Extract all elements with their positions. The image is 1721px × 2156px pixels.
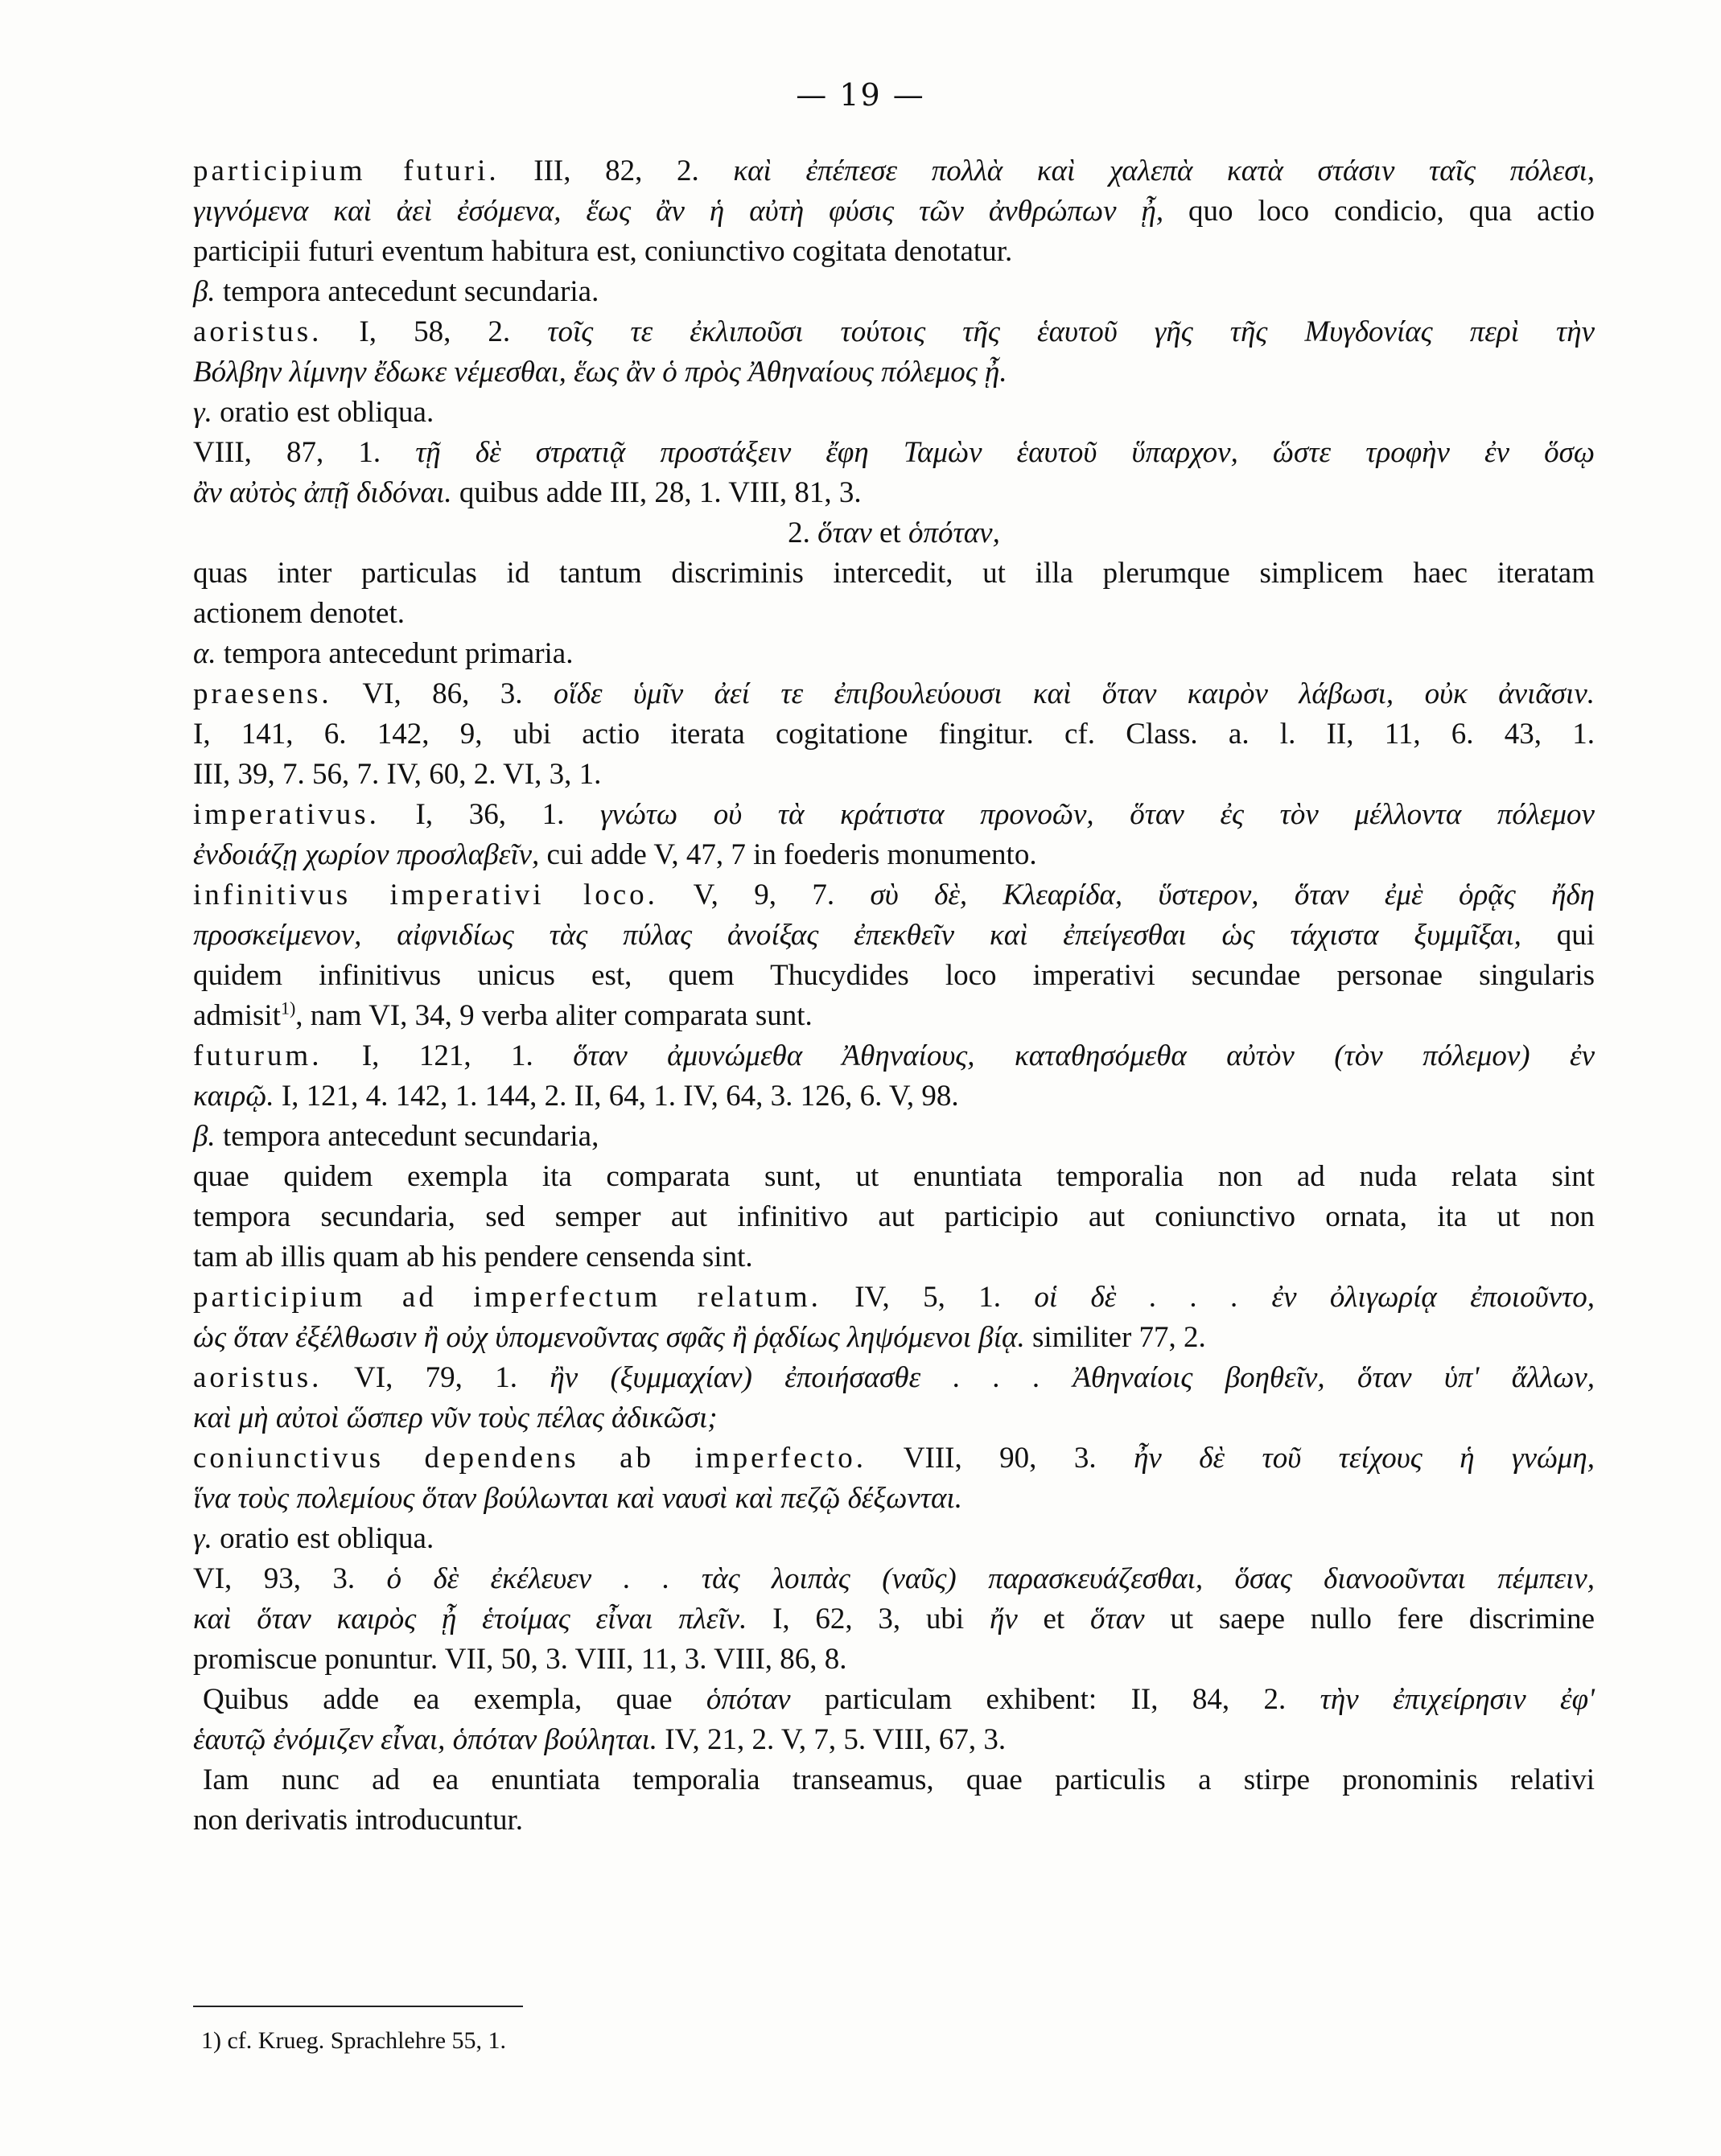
greek-quote: ἐνδοιάζῃ χωρίον προσλαβεῖν,	[193, 838, 540, 871]
text-run: admisit	[193, 999, 281, 1032]
text-line	[193, 674, 1595, 714]
text-line	[193, 915, 1595, 956]
greek-quote: σὺ δὲ, Κλεαρίδα, ὕστερον, ὅταν ἐμὲ ὁρᾷς ἤδη	[870, 878, 1595, 911]
text-line	[193, 1519, 1595, 1559]
text-line	[193, 433, 1595, 473]
greek-quote: καὶ ὅταν καιρὸς ᾖ ἑτοίμας εἶναι πλεῖν.	[193, 1603, 747, 1636]
greek-quote: ὡς ὅταν ἐξέλθωσιν ἢ οὐχ ὑπομενοῦντας σφᾶς ἢ ῥᾳδίως ληψόμενοι βίᾳ.	[193, 1321, 1025, 1354]
text-run: VIII, 90, 3.	[867, 1442, 1134, 1475]
text-line	[193, 1680, 1595, 1720]
greek-quote: ὁπόταν	[706, 1683, 791, 1716]
greek-quote: τὴν ἐπιχείρησιν ἐφ'	[1320, 1683, 1595, 1716]
text-line	[193, 1197, 1595, 1237]
text-run: Iam nunc ad ea enuntiata temporalia transeamus, quae particulis a stirpe pronominis relativi	[203, 1763, 1595, 1796]
text-line	[193, 1157, 1595, 1197]
greek-quote: τοῖς τε ἐκλιποῦσι τούτοις τῆς ἑαυτοῦ γῆς τῆς Μυγδονίας περὶ τὴν	[547, 315, 1595, 348]
text-run: , nam VI, 34, 9 verba aliter comparata sunt.	[295, 999, 813, 1032]
text-run: VIII, 87, 1.	[193, 436, 416, 469]
greek-quote: τῇ δὲ στρατιᾷ προστάξειν ἔφη Ταμὼν ἑαυτοῦ ὕπαρχον, ὥστε τροφὴν ἐν ὅσῳ	[415, 436, 1595, 469]
text-run: tempora antecedunt primaria.	[216, 637, 574, 670]
text-run: VI, 93, 3.	[193, 1562, 387, 1595]
text-line	[193, 473, 1595, 513]
text-line	[193, 1479, 1595, 1519]
greek-quote: ἂν αὐτὸς ἀπῇ διδόναι.	[193, 476, 452, 509]
text-run: I, 141, 6. 142, 9, ubi actio iterata cogitatione fingitur. cf. Class. a. l. II, 11, 6. 43, 1.	[193, 718, 1595, 751]
text-run: quibus adde III, 28, 1. VIII, 81, 3.	[451, 476, 862, 509]
text-run: IV, 21, 2. V, 7, 5. VIII, 67, 3.	[657, 1723, 1007, 1756]
text-line	[193, 875, 1595, 915]
text-line	[193, 1036, 1595, 1076]
greek-quote: α.	[193, 637, 216, 670]
text-line	[193, 352, 1595, 393]
text-run: oratio est obliqua.	[212, 396, 434, 429]
text-run: cui adde V, 47, 7 in foederis monumento.	[539, 838, 1037, 871]
greek-quote: ἢν (ξυμμαχίαν) ἐποιήσασθε . . . Ἀθηναίοις βοηθεῖν, ὅταν ὑπ' ἄλλων,	[550, 1361, 1595, 1394]
text-run: III, 82, 2.	[499, 154, 734, 187]
greek-quote: καὶ ἐπέπεσε πολλὰ καὶ χαλεπὰ κατὰ στάσιν ταῖς πόλεσι,	[733, 154, 1595, 187]
text-line	[193, 1599, 1595, 1640]
greek-quote: οἱ δὲ . . . ἐν ὀλιγωρίᾳ ἐποιοῦντο,	[1034, 1281, 1595, 1314]
text-run: VI, 86, 3.	[331, 677, 554, 710]
greek-quote: προσκείμενον, αἰφνιδίως τὰς πύλας ἀνοίξας ἐπεκθεῖν καὶ ἐπείγεσθαι ὡς τάχιστα ξυμμῖξαι,	[193, 919, 1521, 952]
text-run: I, 121, 1.	[322, 1039, 574, 1072]
text-run: ut saepe nullo fere discrimine	[1144, 1603, 1595, 1636]
footnote: 1) cf. Krueg. Sprachlehre 55, 1.	[201, 2027, 507, 2054]
text-run: I, 58, 2.	[322, 315, 548, 348]
greek-quote: ἦν δὲ τοῦ τείχους ἡ γνώμη,	[1134, 1442, 1595, 1475]
text-line	[193, 1720, 1595, 1760]
text-run: quae quidem exempla ita comparata sunt, ut enuntiata temporalia non ad nuda relata sint	[193, 1160, 1595, 1193]
greek-quote: καιρῷ.	[193, 1080, 274, 1113]
text-run: III, 39, 7. 56, 7. IV, 60, 2. VI, 3, 1.	[193, 758, 602, 791]
text-line	[193, 1278, 1595, 1318]
text-run: Quibus adde ea exempla, quae	[203, 1683, 706, 1716]
text-line	[193, 232, 1595, 272]
text-run: similiter 77, 2.	[1024, 1321, 1206, 1354]
greek-quote: β.	[193, 1120, 216, 1153]
text-run: I, 36, 1.	[379, 798, 600, 831]
text-line	[193, 1559, 1595, 1599]
body-text	[193, 151, 1595, 1841]
text-run: tempora secundaria, sed semper aut infinitivo aut participio aut coniunctivo ornata, ita ut non	[193, 1200, 1595, 1233]
text-line	[193, 996, 1595, 1036]
footnote-ref: 1)	[280, 998, 296, 1018]
text-run: oratio est obliqua.	[212, 1522, 434, 1555]
spaced-heading: praesens.	[193, 677, 332, 710]
text-line	[193, 1076, 1595, 1117]
text-line	[193, 634, 1595, 674]
text-run: particulam exhibent: II, 84, 2.	[790, 1683, 1320, 1716]
greek-quote: Βόλβην λίμνην ἔδωκε νέμεσθαι, ἕως ἂν ὁ πρὸς Ἀθηναίους πόλεμος ᾖ.	[193, 356, 1007, 389]
greek-quote: γ.	[193, 396, 212, 429]
greek-quote: γ.	[193, 1522, 212, 1555]
text-run: I, 62, 3, ubi	[747, 1603, 990, 1636]
text-line	[193, 594, 1595, 634]
text-run: V, 9, 7.	[657, 878, 871, 911]
text-line	[193, 795, 1595, 835]
text-run: promiscue ponuntur. VII, 50, 3. VIII, 11, 3. VIII, 86, 8.	[193, 1643, 847, 1676]
footnote-rule	[193, 2006, 523, 2007]
text-line	[193, 1438, 1595, 1479]
text-line	[193, 1640, 1595, 1680]
text-line	[193, 1760, 1595, 1800]
text-run: non derivatis introducuntur.	[193, 1804, 524, 1837]
text-line	[193, 312, 1595, 352]
greek-quote: οἵδε ὑμῖν ἀεί τε ἐπιβουλεύουσι καὶ ὅταν καιρὸν λάβωσι, οὐκ ἀνιᾶσιν.	[553, 677, 1595, 710]
text-run: qui	[1521, 919, 1595, 952]
text-run: et	[871, 516, 908, 549]
text-line	[193, 1358, 1595, 1398]
text-line	[193, 835, 1595, 875]
greek-quote: γνώτω οὐ τὰ κράτιστα προνοῶν, ὅταν ἐς τὸν μέλλοντα πόλεμον	[599, 798, 1595, 831]
greek-quote: γιγνόμενα καὶ ἀεὶ ἐσόμενα, ἕως ἂν ἡ αὐτὴ φύσις τῶν ἀνθρώπων ᾖ,	[193, 195, 1164, 228]
text-line	[193, 956, 1595, 996]
spaced-heading: coniunctivus dependens ab imperfecto.	[193, 1442, 867, 1475]
spaced-heading: aoristus.	[193, 1361, 323, 1394]
text-run: tam ab illis quam ab his pendere censenda sint.	[193, 1241, 753, 1273]
spaced-heading: participium ad imperfectum relatum.	[193, 1281, 821, 1314]
greek-quote: ὁπόταν,	[908, 516, 1000, 549]
text-line	[193, 553, 1595, 594]
text-line	[193, 393, 1595, 433]
greek-quote: καὶ μὴ αὐτοὶ ὥσπερ νῦν τοὺς πέλας ἀδικῶσι;	[193, 1401, 718, 1434]
text-line	[193, 191, 1595, 232]
text-run: quidem infinitivus unicus est, quem Thucydides loco imperativi secundae personae singularis	[193, 959, 1595, 992]
text-line	[193, 1237, 1595, 1278]
text-run: actionem denotet.	[193, 597, 406, 630]
spaced-heading: aoristus.	[193, 315, 323, 348]
text-run: VI, 79, 1.	[322, 1361, 550, 1394]
spaced-heading: futurum.	[193, 1039, 323, 1072]
greek-quote: ἵνα τοὺς πολεμίους ὅταν βούλωνται καὶ ναυσὶ καὶ πεζῷ δέξωνται.	[193, 1482, 962, 1515]
spaced-heading: participium futuri.	[193, 154, 500, 187]
text-line	[193, 151, 1595, 191]
text-line	[193, 1117, 1595, 1157]
text-line	[193, 513, 1595, 553]
spaced-heading: imperativus.	[193, 798, 380, 831]
text-line	[193, 1318, 1595, 1358]
greek-quote: ὅταν	[817, 516, 872, 549]
text-run: tempora antecedunt secundaria,	[215, 1120, 599, 1153]
text-run: IV, 5, 1.	[821, 1281, 1035, 1314]
text-line	[193, 755, 1595, 795]
greek-quote: ὅταν ἀμυνώμεθα Ἀθηναίους, καταθησόμεθα αὐτὸν (τὸν πόλεμον) ἐν	[573, 1039, 1595, 1072]
text-line	[193, 1800, 1595, 1841]
greek-quote: ὁ δὲ ἐκέλευεν . . τὰς λοιπὰς (ναῦς) παρασκευάζεσθαι, ὅσας διανοοῦνται πέμπειν,	[386, 1562, 1595, 1595]
text-run: quas inter particulas id tantum discriminis intercedit, ut illa plerumque simplicem haec iteratam	[193, 557, 1595, 590]
text-run: et	[1017, 1603, 1090, 1636]
text-run: I, 121, 4. 142, 1. 144, 2. II, 64, 1. IV, 64, 3. 126, 6. V, 98.	[274, 1080, 959, 1113]
text-line	[193, 1398, 1595, 1438]
text-run: participii futuri eventum habitura est, coniunctivo cogitata denotatur.	[193, 235, 1013, 268]
text-run: 2.	[788, 516, 818, 549]
greek-quote: ἤν	[989, 1603, 1018, 1636]
text-run: tempora antecedunt secundaria.	[215, 275, 599, 308]
page-number: — 19 —	[796, 77, 925, 113]
text-run: quo loco condicio, qua actio	[1163, 195, 1595, 228]
greek-quote: ἑαυτῷ ἐνόμιζεν εἶναι, ὁπόταν βούληται.	[193, 1723, 658, 1756]
text-line	[193, 272, 1595, 312]
greek-quote: ὅταν	[1089, 1603, 1145, 1636]
spaced-heading: infinitivus imperativi loco.	[193, 878, 658, 911]
text-line	[193, 714, 1595, 755]
greek-quote: β.	[193, 275, 216, 308]
